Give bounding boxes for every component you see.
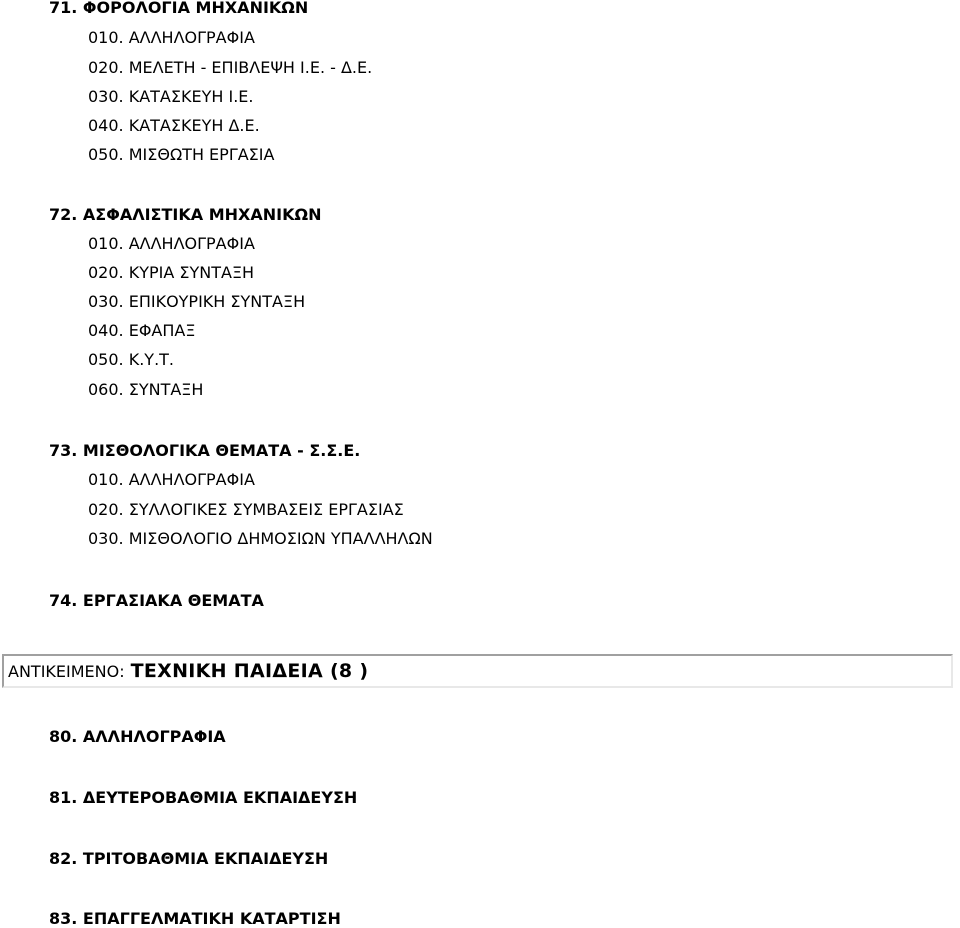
section-heading-72: 72. ΑΣΦΑΛΙΣΤΙΚΑ ΜΗΧΑΝΙΚΩΝ <box>49 205 322 224</box>
list-item: 020. ΚΥΡΙΑ ΣΥΝΤΑΞΗ <box>88 263 255 282</box>
section-heading-80: 80. ΑΛΛΗΛΟΓΡΑΦΙΑ <box>49 727 226 746</box>
list-item: 040. ΚΑΤΑΣΚΕΥΗ Δ.Ε. <box>88 116 260 135</box>
list-item: 040. ΕΦΑΠΑΞ <box>88 321 196 340</box>
list-item: 010. ΑΛΛΗΛΟΓΡΑΦΙΑ <box>88 470 255 489</box>
section-heading-73: 73. ΜΙΣΘΟΛΟΓΙΚΑ ΘΕΜΑΤΑ - Σ.Σ.Ε. <box>49 441 361 460</box>
list-item: 030. ΚΑΤΑΣΚΕΥΗ Ι.Ε. <box>88 87 254 106</box>
section-heading-71: 71. ΦΟΡΟΛΟΓΙΑ ΜΗΧΑΝΙΚΩΝ <box>49 0 309 17</box>
list-item: 060. ΣΥΝΤΑΞΗ <box>88 380 204 399</box>
list-item: 030. ΕΠΙΚΟΥΡΙΚΗ ΣΥΝΤΑΞΗ <box>88 292 306 311</box>
list-item: 020. ΜΕΛΕΤΗ - ΕΠΙΒΛΕΨΗ Ι.Ε. - Δ.Ε. <box>88 58 373 77</box>
subject-label: ΑΝΤΙΚΕΙΜΕΝΟ: <box>8 661 125 681</box>
list-item: 050. ΜΙΣΘΩΤΗ ΕΡΓΑΣΙΑ <box>88 145 275 164</box>
list-item: 050. Κ.Υ.Τ. <box>88 350 175 369</box>
section-heading-83: 83. ΕΠΑΓΓΕΛΜΑΤΙΚΗ ΚΑΤΑΡΤΙΣΗ <box>49 909 341 928</box>
section-heading-74: 74. ΕΡΓΑΣΙΑΚΑ ΘΕΜΑΤΑ <box>49 591 264 610</box>
subject-value: ΤΕΧΝΙΚΗ ΠΑΙΔΕΙΑ (8 ) <box>130 660 369 682</box>
list-item: 010. ΑΛΛΗΛΟΓΡΑΦΙΑ <box>88 28 255 47</box>
list-item: 010. ΑΛΛΗΛΟΓΡΑΦΙΑ <box>88 234 255 253</box>
subject-box <box>2 654 953 688</box>
list-item: 030. ΜΙΣΘΟΛΟΓΙΟ ΔΗΜΟΣΙΩΝ ΥΠΑΛΛΗΛΩΝ <box>88 529 433 548</box>
section-heading-82: 82. ΤΡΙΤΟΒΑΘΜΙΑ ΕΚΠΑΙΔΕΥΣΗ <box>49 849 329 868</box>
list-item: 020. ΣΥΛΛΟΓΙΚΕΣ ΣΥΜΒΑΣΕΙΣ ΕΡΓΑΣΙΑΣ <box>88 500 404 519</box>
section-heading-81: 81. ΔΕΥΤΕΡΟΒΑΘΜΙΑ ΕΚΠΑΙΔΕΥΣΗ <box>49 788 358 807</box>
